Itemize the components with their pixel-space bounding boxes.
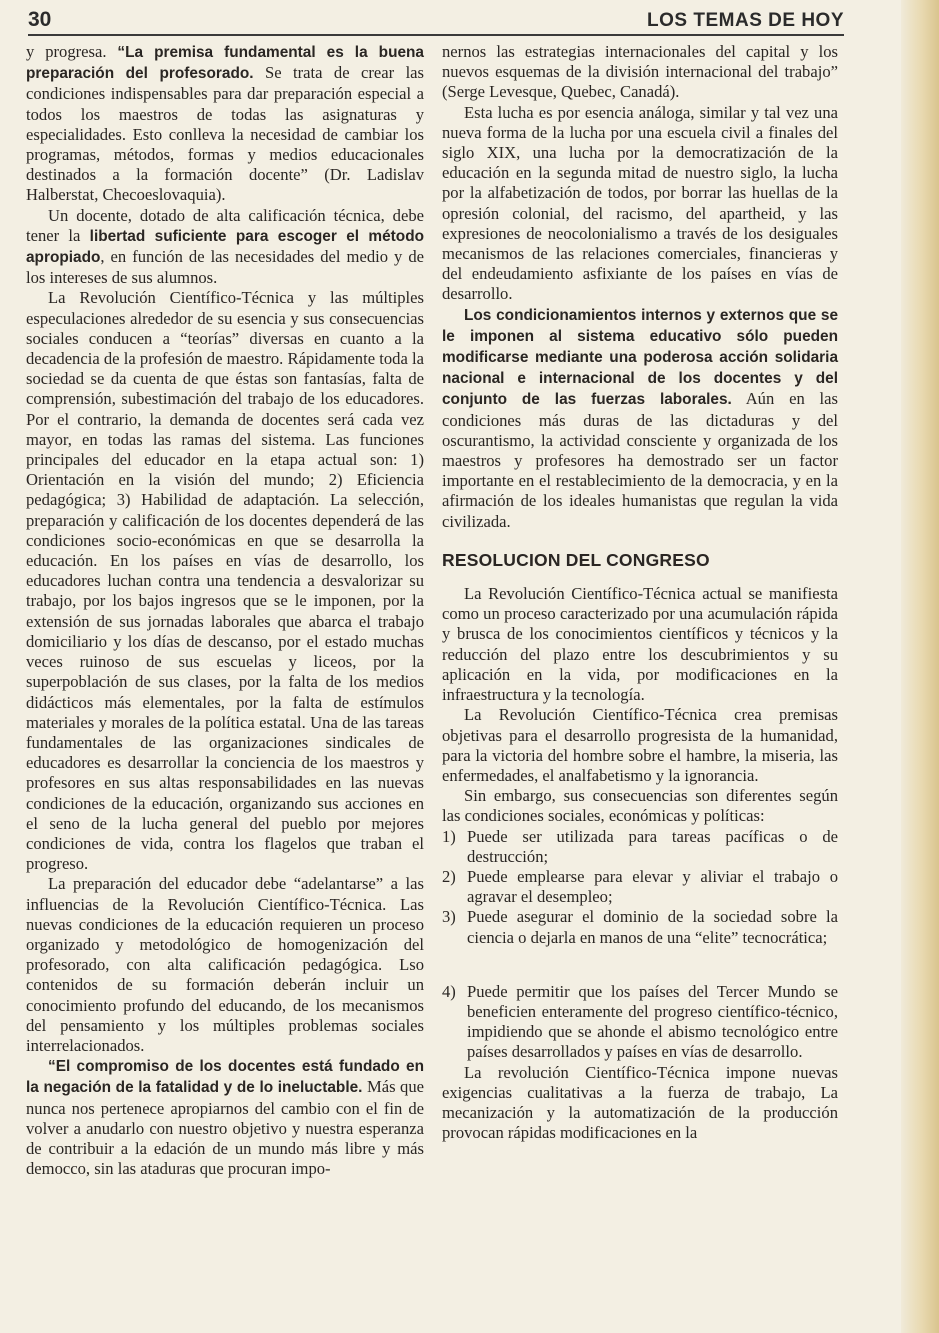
text-run: Más que nunca nos pertenece apropiarnos del cambio con el fin de volver a anudarlo con nuestro objetivo y nuestra esperanza de contribuir a la ed bbox=[26, 1077, 424, 1158]
bold-statement: Los condicionamientos internos y externos que se le imponen al sistema educativo sólo pueden modificarse mediante una poderosa acción solidaria nacional e internacional de los docentes y del conjunto de las fuerzas laborales. bbox=[442, 306, 838, 409]
section-heading: RESOLUCION DEL CONGRESO bbox=[442, 549, 710, 570]
list-number: 2) bbox=[442, 866, 456, 886]
running-title: LOS TEMAS DE HOY bbox=[647, 10, 844, 31]
list-text: Puede emplearse para elevar y aliviar el trabajo o agravar el desempleo; bbox=[467, 866, 838, 907]
text-run: Un docente, dotado de alta calificación técnica, debe tener la bbox=[26, 205, 424, 245]
text-run: Aún en las condiciones más duras de las dictaduras y del oscurantismo, la actividad consciente y organizada de los maestros y profesores ha demostrado ser un factor importante en el restablecimiento de la democracia, y en la afirmación de los ideales humanistas que regulan la vida civilizada. bbox=[442, 389, 838, 531]
left-column bbox=[26, 42, 424, 1179]
paragraph bbox=[26, 42, 424, 206]
text-run: a. bbox=[94, 42, 118, 61]
paragraph bbox=[26, 1056, 424, 1179]
text-run: ación de un mundo más libre y más democ bbox=[26, 1138, 424, 1179]
text-run: , en función de las necesidades del medio y de los intereses de sus alumnos. bbox=[26, 247, 424, 288]
bold-quote: “El compromiso de los docentes está fundado en la negación de la fatalidad y de lo ineluctable. bbox=[26, 1058, 424, 1097]
list-text: Puede asegurar el dominio de la sociedad sobre la ciencia o dejarla en manos de una “elite” tecnocrática; bbox=[467, 907, 838, 947]
text-run: co, sin las ataduras que procuran impo- bbox=[70, 1159, 331, 1179]
text-run: y progres bbox=[26, 42, 95, 61]
paragraph bbox=[442, 305, 838, 532]
list-text: Puede permitir que los países del Tercer Mundo se beneficien enteramente del progreso científico-técnico, impidiendo que se ahonde el abismo tecnológico entre países desarrollados y países en vías de desarrollo. bbox=[467, 981, 838, 1062]
list-item bbox=[442, 907, 838, 947]
paragraph: La preparación del educador debe “adelantarse” a las influencias de la Revolución Científico-Técnica. Las nuevas condiciones de la educación requieren un proceso organizado y metodológico de homogenización del profesorado, con alta calificación pedagógica. Lso contenidos de su formación deberán incluir un conocimiento profundo del educando, de los mecanismos del pensamiento y los múltiples problemas sociales interrelacionados. bbox=[26, 874, 424, 1055]
bold-phrase: libertad suficiente para escoger el método apropiado bbox=[26, 227, 425, 267]
list-number: 3) bbox=[442, 907, 456, 927]
list-number: 1) bbox=[442, 826, 456, 846]
list-item bbox=[442, 982, 838, 1063]
list-number: 4) bbox=[442, 981, 456, 1001]
numbered-list bbox=[442, 827, 838, 1063]
bold-quote: “La premisa fundamental es la buena preparación del profesorado. bbox=[26, 44, 424, 83]
paragraph: Sin embargo, sus consecuencias son diferentes según las condiciones sociales, económicas y políticas: bbox=[442, 786, 838, 826]
list-item bbox=[442, 827, 838, 867]
paragraph: La Revolución Científico-Técnica crea premisas objetivas para el desarrollo progresista de la humanidad, para la victoria del hombre sobre el hambre, la miseria, las enfermedades, el analfabetismo y la ignorancia. bbox=[442, 705, 838, 785]
header-rule bbox=[28, 34, 844, 36]
right-column bbox=[442, 42, 838, 1143]
paragraph: nernos las estrategias internacionales del capital y los nuevos esquemas de la división internacional del trabajo” (Serge Levesque, Quebec, Canadá). bbox=[442, 42, 838, 102]
list-text: Puede ser utilizada para tareas pacíficas o de destrucción; bbox=[467, 826, 838, 866]
paragraph: La Revolución Científico-Técnica actual se manifiesta como un proceso caracterizado por una acumulación rápida y brusca de los conocimientos científicos y técnicos y la reducción del plazo entre los descubrimientos y su aplicación en la vida, por modificaciones en la infraestructura y la tecnología. bbox=[442, 584, 838, 705]
paragraph: La revolución Científico-Técnica impone nuevas exigencias cualitativas a la fuerza de trabajo, La mecanización y la automatización de la producción provocan rápidas modificaciones en la bbox=[442, 1062, 838, 1143]
list-item bbox=[442, 867, 838, 907]
text-run: Se trata de crear las condiciones indispensables para dar preparación especial a todos los maestros de todas las asignaturas y especialidades. Esto conlleva la necesidad de cambiar los programas, métodos, formas y medios educacionales destinados a la formación docente” (Dr. Ladislav Halberstat, Checoeslovaquia). bbox=[26, 63, 425, 205]
page-number: 30 bbox=[28, 8, 52, 31]
page-edge bbox=[901, 0, 939, 1333]
paragraph bbox=[26, 206, 424, 289]
paragraph: Esta lucha es por esencia análoga, similar y tal vez una nueva forma de la lucha por una escuela civil a finales del siglo XIX, una lucha por la democratización de la educación en la segunda mitad de nuestro siglo, la lucha por la alfabetización de todos, por borrar las huellas de la opresión colonial, del racismo, del apartheid, y las expresiones de neocolonialismo a través de los desiguales mecanismos de las relaciones comerciales, financieras y del endeudamiento asfixiante de los países en vías de desarrollo. bbox=[442, 102, 838, 304]
paragraph: La Revolución Científico-Técnica y las múltiples especulaciones alrededor de su esencia y sus consecuencias sociales conducen a “teorías” diversas en cuanto a la decadencia de la profesión de maestro. Rápidamente toda la sociedad se da cuenta de que éstas son fantasías, falta de comprensión, subestimación del trabajo de los educadores. Por el contrario, la demanda de docentes será cada vez mayor, en todas las ramas del sistema. Las funciones principales del educador en la etapa actual son: 1) Orientación en la visión del mundo; 2) Eficiencia pedagógica; 3) Habilidad de adaptación. La selección, preparación y calificación de los docentes dependerá de las condiciones socio-económicas en que se desarrolla la educación. En los países en vías de desarrollo, los educadores luchan contra una tendencia a desvalorizar su trabajo, por los bajos ingresos que se le imponen, por la extensión de sus jornadas laborales que abarca el trabajo domiciliario y los días de descanso, por el estado muchas veces ruinoso de sus escuelas y liceos, por la superpoblación de sus clases, por la falta de los medios didácticos más elementales, por la falta de estímulos materiales y morales de la política estatal. Una de las tareas fundamentales de las organizaciones sindicales de educadores es desarrollar la conciencia de los maestros y profesores en sus altas responsabilidades en las nuevas condiciones de la educación, organizando sus acciones en el seno de la lucha general del pueblo por mejores condiciones de vida, contra los flagelos que traban el progreso. bbox=[26, 288, 424, 874]
list-gap bbox=[442, 948, 838, 982]
